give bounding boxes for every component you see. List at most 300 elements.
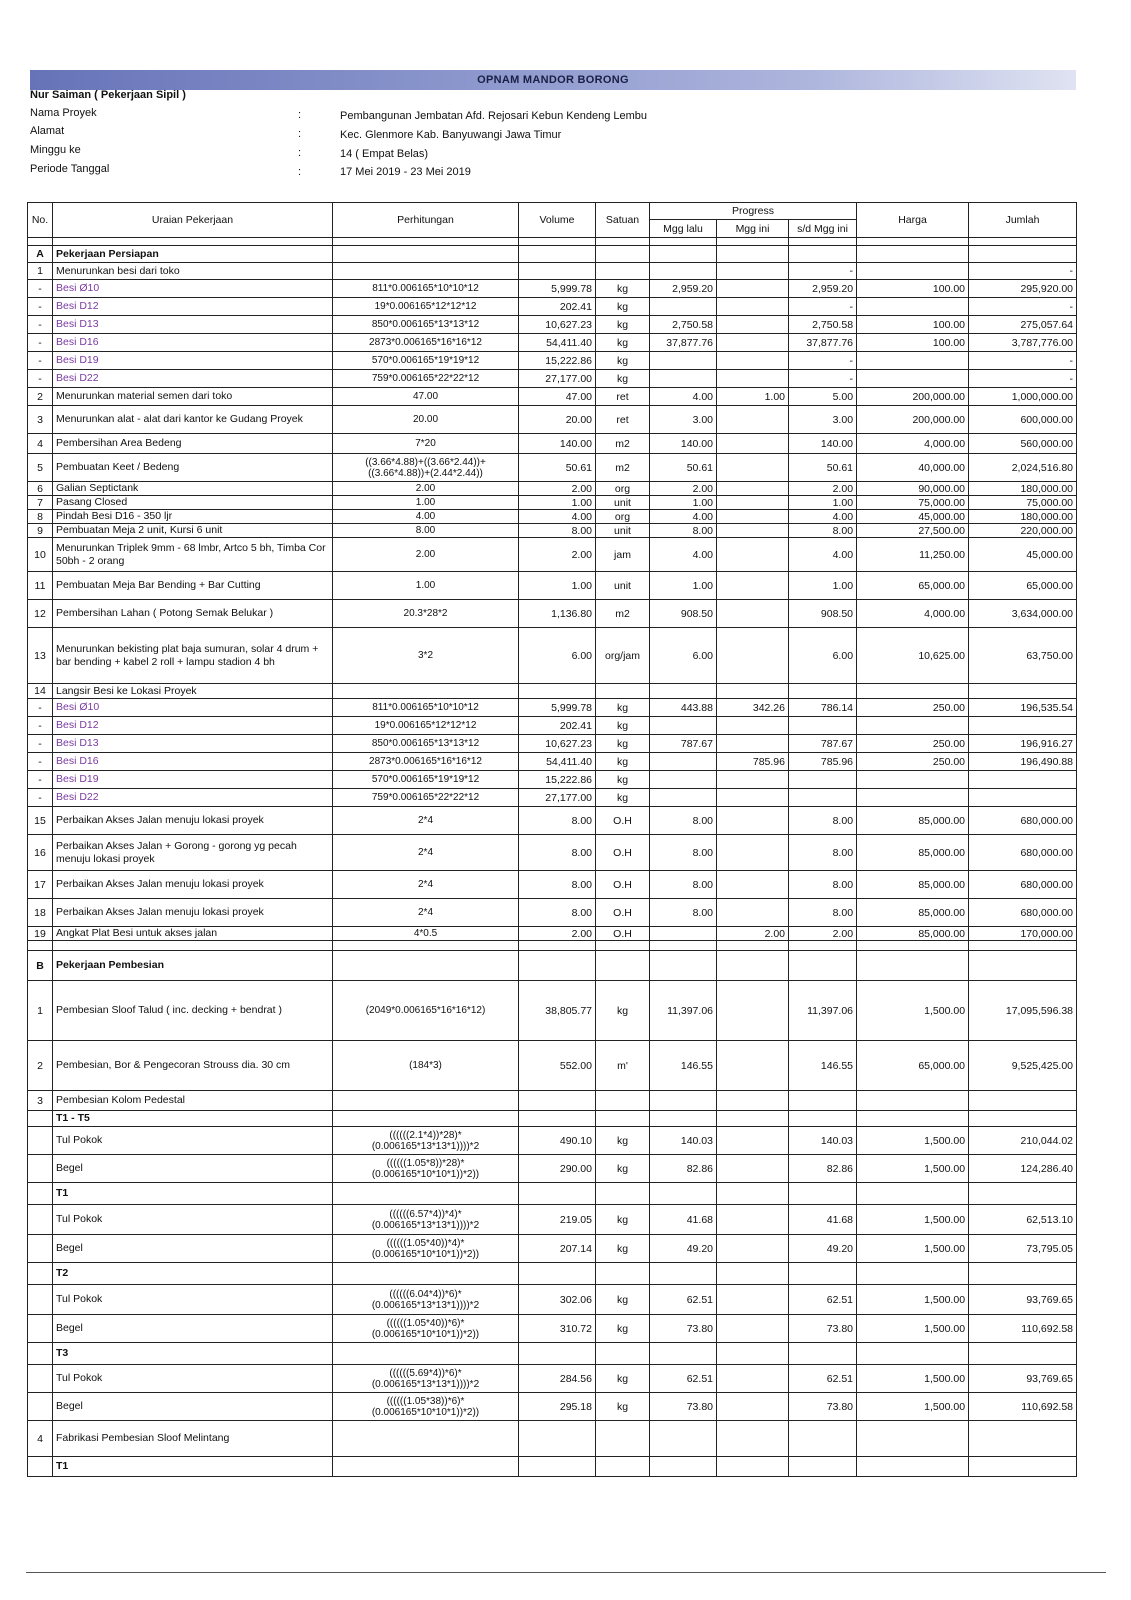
cell-volume: 50.61: [519, 454, 596, 482]
cell-volume: 5,999.78: [519, 699, 596, 717]
cell-no: 11: [28, 572, 53, 600]
cell-mgg-lalu: 73.80: [650, 1315, 717, 1343]
table-row: [28, 1285, 1077, 1315]
cell-perhitungan: 2.00: [333, 538, 519, 572]
cell-harga: 4,000.00: [857, 434, 969, 454]
cell-harga: [857, 951, 969, 981]
cell-perhitungan: [333, 246, 519, 263]
cell-harga: [857, 238, 969, 246]
cell-volume: 54,411.40: [519, 334, 596, 352]
cell-no: 15: [28, 807, 53, 835]
cell-mgg-lalu: 4.00: [650, 538, 717, 572]
cell-sd-mgg-ini: 8.00: [789, 807, 857, 835]
cell-mgg-ini: [717, 1183, 789, 1205]
cell-no: [28, 1315, 53, 1343]
cell-mgg-ini: [717, 807, 789, 835]
cell-mgg-lalu: [650, 246, 717, 263]
cell-satuan: kg: [596, 1205, 650, 1235]
cell-uraian: T1: [53, 1457, 333, 1477]
cell-satuan: kg: [596, 1127, 650, 1155]
cell-satuan: kg: [596, 735, 650, 753]
cell-uraian: Pekerjaan Persiapan: [53, 246, 333, 263]
cell-satuan: org/jam: [596, 628, 650, 684]
cell-perhitungan: ((3.66*4.88)+((3.66*2.44))+((3.66*4.88))+(2.44*2.44)): [333, 454, 519, 482]
cell-uraian: T3: [53, 1343, 333, 1365]
cell-volume: [519, 684, 596, 699]
cell-mgg-ini: [717, 941, 789, 951]
cell-satuan: kg: [596, 370, 650, 388]
cell-mgg-ini: [717, 482, 789, 496]
cell-satuan: m2: [596, 434, 650, 454]
cell-uraian: Langsir Besi ke Lokasi Proyek: [53, 684, 333, 699]
cell-perhitungan: [333, 1183, 519, 1205]
cell-volume: 490.10: [519, 1127, 596, 1155]
cell-mgg-ini: [717, 1041, 789, 1091]
cell-harga: 10,625.00: [857, 628, 969, 684]
cell-satuan: ret: [596, 406, 650, 434]
cell-perhitungan: 2*4: [333, 807, 519, 835]
cell-jumlah: 93,769.65: [969, 1365, 1077, 1393]
cell-volume: 310.72: [519, 1315, 596, 1343]
cell-satuan: kg: [596, 1393, 650, 1421]
cell-volume: 140.00: [519, 434, 596, 454]
cell-jumlah: [969, 771, 1077, 789]
cell-no: 18: [28, 899, 53, 927]
cell-volume: 2.00: [519, 927, 596, 941]
cell-sd-mgg-ini: 2.00: [789, 927, 857, 941]
cell-harga: 40,000.00: [857, 454, 969, 482]
cell-mgg-ini: [717, 434, 789, 454]
table-row: [28, 899, 1077, 927]
cell-no: B: [28, 951, 53, 981]
cell-sd-mgg-ini: 1.00: [789, 496, 857, 510]
table-row: [28, 510, 1077, 524]
cell-harga: 11,250.00: [857, 538, 969, 572]
cell-uraian: Pembesian Sloof Talud ( inc. decking + bendrat ): [53, 981, 333, 1041]
table-row: [28, 628, 1077, 684]
cell-mgg-ini: [717, 1263, 789, 1285]
cell-uraian: Begel: [53, 1235, 333, 1263]
cell-volume: 302.06: [519, 1285, 596, 1315]
table-body: [28, 238, 1077, 1477]
cell-mgg-ini: [717, 280, 789, 298]
cell-no: 3: [28, 1091, 53, 1111]
cell-satuan: [596, 1263, 650, 1285]
cell-uraian: Besi D12: [53, 717, 333, 735]
cell-harga: [857, 941, 969, 951]
info-value: Kec. Glenmore Kab. Banyuwangi Jawa Timur: [340, 129, 562, 141]
cell-uraian: Besi D16: [53, 753, 333, 771]
table-row: [28, 454, 1077, 482]
cell-perhitungan: [333, 1111, 519, 1127]
cell-perhitungan: 811*0.006165*10*10*12: [333, 699, 519, 717]
header-progress: Progress: [650, 203, 857, 220]
cell-sd-mgg-ini: 6.00: [789, 628, 857, 684]
cell-no: -: [28, 771, 53, 789]
cell-no: A: [28, 246, 53, 263]
cell-uraian: Besi D22: [53, 370, 333, 388]
cell-harga: 85,000.00: [857, 807, 969, 835]
cell-sd-mgg-ini: 4.00: [789, 538, 857, 572]
cell-harga: [857, 1091, 969, 1111]
cell-sd-mgg-ini: [789, 1421, 857, 1457]
header-uraian: Uraian Pekerjaan: [53, 203, 333, 238]
cell-sd-mgg-ini: [789, 238, 857, 246]
cell-satuan: unit: [596, 524, 650, 538]
header-volume: Volume: [519, 203, 596, 238]
cell-harga: 27,500.00: [857, 524, 969, 538]
cell-perhitungan: ((((((1.05*8))*28)*(0.006165*10*10*1))*2)): [333, 1155, 519, 1183]
table-row: [28, 246, 1077, 263]
cell-no: -: [28, 370, 53, 388]
cell-mgg-ini: [717, 510, 789, 524]
cell-sd-mgg-ini: [789, 1343, 857, 1365]
cell-mgg-ini: [717, 454, 789, 482]
table-row: [28, 1457, 1077, 1477]
cell-volume: [519, 1457, 596, 1477]
cell-sd-mgg-ini: 786.14: [789, 699, 857, 717]
cell-satuan: [596, 1091, 650, 1111]
cell-harga: 250.00: [857, 735, 969, 753]
cell-mgg-lalu: 8.00: [650, 871, 717, 899]
cell-mgg-ini: [717, 1285, 789, 1315]
cell-volume: [519, 941, 596, 951]
cell-mgg-ini: [717, 899, 789, 927]
cell-mgg-ini: [717, 1393, 789, 1421]
cell-satuan: O.H: [596, 927, 650, 941]
cell-mgg-ini: [717, 1091, 789, 1111]
cell-jumlah: [969, 238, 1077, 246]
cell-uraian: Pasang Closed: [53, 496, 333, 510]
cell-mgg-lalu: [650, 1457, 717, 1477]
cell-mgg-ini: [717, 496, 789, 510]
page-bottom-rule: [26, 1572, 1106, 1573]
cell-perhitungan: (2049*0.006165*16*16*12): [333, 981, 519, 1041]
cell-uraian: Besi Ø10: [53, 280, 333, 298]
cell-no: 8: [28, 510, 53, 524]
cell-uraian: Pembersihan Lahan ( Potong Semak Belukar ): [53, 600, 333, 628]
cell-mgg-lalu: [650, 753, 717, 771]
cell-harga: [857, 1421, 969, 1457]
table-row: [28, 238, 1077, 246]
cell-jumlah: 295,920.00: [969, 280, 1077, 298]
cell-no: 4: [28, 434, 53, 454]
cell-volume: 20.00: [519, 406, 596, 434]
cell-satuan: kg: [596, 334, 650, 352]
cell-sd-mgg-ini: 3.00: [789, 406, 857, 434]
cell-perhitungan: 570*0.006165*19*19*12: [333, 771, 519, 789]
cell-mgg-lalu: [650, 370, 717, 388]
cell-uraian: Menurunkan alat - alat dari kantor ke Gudang Proyek: [53, 406, 333, 434]
table-row: [28, 835, 1077, 871]
cell-jumlah: 93,769.65: [969, 1285, 1077, 1315]
cell-mgg-lalu: 49.20: [650, 1235, 717, 1263]
cell-sd-mgg-ini: [789, 789, 857, 807]
cell-no: 14: [28, 684, 53, 699]
cell-satuan: [596, 951, 650, 981]
info-label: Minggu ke: [30, 144, 81, 156]
cell-sd-mgg-ini: -: [789, 298, 857, 316]
cell-perhitungan: 20.3*28*2: [333, 600, 519, 628]
cell-mgg-lalu: [650, 1263, 717, 1285]
info-colon: :: [298, 128, 302, 140]
cell-mgg-lalu: [650, 1183, 717, 1205]
cell-jumlah: 9,525,425.00: [969, 1041, 1077, 1091]
cell-satuan: kg: [596, 1365, 650, 1393]
cell-volume: 5,999.78: [519, 280, 596, 298]
cell-jumlah: 275,057.64: [969, 316, 1077, 334]
cell-sd-mgg-ini: [789, 1457, 857, 1477]
cell-uraian: Galian Septictank: [53, 482, 333, 496]
cell-sd-mgg-ini: [789, 1111, 857, 1127]
cell-no: 13: [28, 628, 53, 684]
cell-volume: 27,177.00: [519, 789, 596, 807]
cell-mgg-ini: [717, 600, 789, 628]
cell-satuan: [596, 238, 650, 246]
cell-mgg-ini: [717, 334, 789, 352]
cell-sd-mgg-ini: [789, 1091, 857, 1111]
cell-mgg-ini: [717, 684, 789, 699]
header-mgg-ini: Mgg ini: [717, 220, 789, 238]
table-row: [28, 496, 1077, 510]
cell-sd-mgg-ini: [789, 1263, 857, 1285]
cell-volume: [519, 238, 596, 246]
cell-volume: 8.00: [519, 807, 596, 835]
cell-perhitungan: [333, 684, 519, 699]
cell-harga: 45,000.00: [857, 510, 969, 524]
cell-mgg-lalu: [650, 684, 717, 699]
cell-no: -: [28, 753, 53, 771]
cell-volume: 2.00: [519, 482, 596, 496]
cell-mgg-lalu: 11,397.06: [650, 981, 717, 1041]
cell-jumlah: [969, 951, 1077, 981]
cell-mgg-ini: [717, 1365, 789, 1393]
cell-mgg-ini: [717, 771, 789, 789]
cell-perhitungan: [333, 263, 519, 280]
cell-no: [28, 1263, 53, 1285]
cell-perhitungan: 2873*0.006165*16*16*12: [333, 753, 519, 771]
cell-mgg-ini: [717, 1235, 789, 1263]
cell-harga: 85,000.00: [857, 871, 969, 899]
cell-harga: [857, 771, 969, 789]
cell-sd-mgg-ini: 5.00: [789, 388, 857, 406]
cell-uraian: Tul Pokok: [53, 1127, 333, 1155]
cell-sd-mgg-ini: [789, 941, 857, 951]
info-colon: :: [298, 166, 302, 178]
cell-mgg-lalu: [650, 298, 717, 316]
cell-uraian: Besi D19: [53, 352, 333, 370]
cell-sd-mgg-ini: 8.00: [789, 871, 857, 899]
table-row: [28, 280, 1077, 298]
cell-volume: 202.41: [519, 298, 596, 316]
cell-uraian: Pembesian, Bor & Pengecoran Strouss dia. 30 cm: [53, 1041, 333, 1091]
table-row: [28, 388, 1077, 406]
cell-jumlah: [969, 1263, 1077, 1285]
cell-satuan: unit: [596, 496, 650, 510]
cell-no: [28, 238, 53, 246]
cell-perhitungan: 850*0.006165*13*13*12: [333, 735, 519, 753]
cell-mgg-ini: [717, 735, 789, 753]
cell-volume: 47.00: [519, 388, 596, 406]
cell-uraian: Perbaikan Akses Jalan menuju lokasi proyek: [53, 871, 333, 899]
cell-harga: [857, 1457, 969, 1477]
cell-perhitungan: [333, 941, 519, 951]
cell-uraian: Pembuatan Meja Bar Bending + Bar Cutting: [53, 572, 333, 600]
cell-mgg-lalu: 62.51: [650, 1285, 717, 1315]
cell-uraian: [53, 238, 333, 246]
cell-uraian: Besi D16: [53, 334, 333, 352]
cell-no: [28, 1127, 53, 1155]
cell-no: [28, 1183, 53, 1205]
cell-harga: 200,000.00: [857, 388, 969, 406]
cell-mgg-ini: [717, 316, 789, 334]
cell-no: 7: [28, 496, 53, 510]
cell-jumlah: [969, 1343, 1077, 1365]
cell-satuan: kg: [596, 316, 650, 334]
cell-jumlah: 2,024,516.80: [969, 454, 1077, 482]
cell-no: 12: [28, 600, 53, 628]
cell-jumlah: -: [969, 352, 1077, 370]
cell-volume: 2.00: [519, 538, 596, 572]
cell-volume: 552.00: [519, 1041, 596, 1091]
cell-satuan: [596, 1457, 650, 1477]
cell-harga: [857, 1111, 969, 1127]
cell-no: [28, 1111, 53, 1127]
cell-volume: 8.00: [519, 835, 596, 871]
table-row: [28, 1091, 1077, 1111]
cell-volume: [519, 1343, 596, 1365]
cell-no: -: [28, 334, 53, 352]
cell-harga: 200,000.00: [857, 406, 969, 434]
cell-uraian: T1: [53, 1183, 333, 1205]
cell-volume: 15,222.86: [519, 352, 596, 370]
cell-volume: [519, 263, 596, 280]
cell-mgg-lalu: [650, 927, 717, 941]
cell-harga: [857, 352, 969, 370]
cell-mgg-lalu: 2,959.20: [650, 280, 717, 298]
cell-volume: 38,805.77: [519, 981, 596, 1041]
cell-harga: [857, 1183, 969, 1205]
cell-uraian: Begel: [53, 1155, 333, 1183]
cell-volume: 8.00: [519, 524, 596, 538]
table-row: [28, 717, 1077, 735]
cell-harga: 1,500.00: [857, 1315, 969, 1343]
cell-uraian: [53, 941, 333, 951]
table-row: [28, 1343, 1077, 1365]
cell-sd-mgg-ini: 785.96: [789, 753, 857, 771]
cell-jumlah: [969, 1183, 1077, 1205]
table-row: [28, 538, 1077, 572]
cell-mgg-lalu: [650, 1343, 717, 1365]
cell-perhitungan: 20.00: [333, 406, 519, 434]
cell-volume: 284.56: [519, 1365, 596, 1393]
cell-volume: 4.00: [519, 510, 596, 524]
cell-uraian: Pembesian Kolom Pedestal: [53, 1091, 333, 1111]
cell-no: 6: [28, 482, 53, 496]
cell-mgg-lalu: 146.55: [650, 1041, 717, 1091]
cell-satuan: kg: [596, 753, 650, 771]
cell-volume: 8.00: [519, 899, 596, 927]
cell-perhitungan: ((((((1.05*38))*6)*(0.006165*10*10*1))*2)): [333, 1393, 519, 1421]
cell-satuan: m': [596, 1041, 650, 1091]
table-row: [28, 406, 1077, 434]
cell-mgg-lalu: [650, 238, 717, 246]
cell-uraian: T1 - T5: [53, 1111, 333, 1127]
table-row: [28, 951, 1077, 981]
cell-mgg-ini: 342.26: [717, 699, 789, 717]
cell-perhitungan: 8.00: [333, 524, 519, 538]
cell-perhitungan: [333, 1457, 519, 1477]
cell-perhitungan: 3*2: [333, 628, 519, 684]
cell-volume: 1.00: [519, 572, 596, 600]
cell-satuan: kg: [596, 981, 650, 1041]
cell-perhitungan: ((((((5.69*4))*6)*(0.006165*13*13*1))))*2: [333, 1365, 519, 1393]
cell-satuan: O.H: [596, 899, 650, 927]
cell-harga: 100.00: [857, 280, 969, 298]
cell-uraian: Begel: [53, 1393, 333, 1421]
table-row: [28, 699, 1077, 717]
cell-mgg-ini: [717, 352, 789, 370]
table-row: [28, 1155, 1077, 1183]
cell-sd-mgg-ini: 787.67: [789, 735, 857, 753]
cell-perhitungan: ((((((2.1*4))*28)*(0.006165*13*13*1))))*2: [333, 1127, 519, 1155]
cell-mgg-lalu: 140.03: [650, 1127, 717, 1155]
cell-satuan: kg: [596, 280, 650, 298]
cell-jumlah: 680,000.00: [969, 899, 1077, 927]
cell-no: -: [28, 717, 53, 735]
cell-harga: 1,500.00: [857, 1285, 969, 1315]
cell-uraian: Pindah Besi D16 - 350 ljr: [53, 510, 333, 524]
cell-sd-mgg-ini: 62.51: [789, 1285, 857, 1315]
cell-harga: 1,500.00: [857, 1365, 969, 1393]
cell-mgg-ini: [717, 1155, 789, 1183]
header-harga: Harga: [857, 203, 969, 238]
cell-satuan: [596, 1111, 650, 1127]
cell-satuan: kg: [596, 352, 650, 370]
cell-volume: 10,627.23: [519, 735, 596, 753]
cell-satuan: [596, 1343, 650, 1365]
cell-jumlah: 3,634,000.00: [969, 600, 1077, 628]
header-mgg-lalu: Mgg lalu: [650, 220, 717, 238]
cell-no: [28, 1365, 53, 1393]
cell-mgg-ini: [717, 572, 789, 600]
cell-jumlah: 196,490.88: [969, 753, 1077, 771]
cell-mgg-ini: 1.00: [717, 388, 789, 406]
cell-mgg-ini: [717, 1343, 789, 1365]
cell-mgg-lalu: 908.50: [650, 600, 717, 628]
table-row: [28, 370, 1077, 388]
cell-no: 9: [28, 524, 53, 538]
cell-mgg-ini: [717, 628, 789, 684]
cell-uraian: Besi D13: [53, 735, 333, 753]
cell-no: [28, 941, 53, 951]
cell-sd-mgg-ini: [789, 684, 857, 699]
table-row: [28, 298, 1077, 316]
cell-perhitungan: ((((((1.05*40))*6)*(0.006165*10*10*1))*2)): [333, 1315, 519, 1343]
cell-sd-mgg-ini: 8.00: [789, 899, 857, 927]
cell-sd-mgg-ini: 4.00: [789, 510, 857, 524]
cell-jumlah: 1,000,000.00: [969, 388, 1077, 406]
cell-no: [28, 1205, 53, 1235]
cell-perhitungan: 2*4: [333, 899, 519, 927]
cell-satuan: kg: [596, 1315, 650, 1343]
cell-satuan: [596, 1183, 650, 1205]
cell-perhitungan: [333, 1091, 519, 1111]
table-row: [28, 352, 1077, 370]
cell-volume: [519, 1183, 596, 1205]
cell-sd-mgg-ini: 50.61: [789, 454, 857, 482]
cell-perhitungan: 19*0.006165*12*12*12: [333, 298, 519, 316]
